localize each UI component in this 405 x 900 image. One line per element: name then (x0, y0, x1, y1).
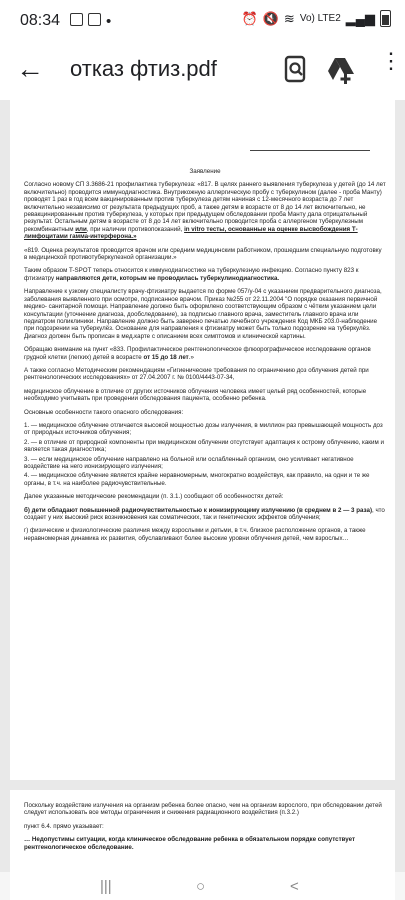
add-to-drive-icon[interactable] (326, 54, 356, 84)
doc-paragraph-1: Согласно новому СП 3.3686-21 профилактика туберкулеза: «817. В целях раннего выявления туберкулеза у детей (до 14 лет включительно) проводится иммунодиагностика. Внутрикожную аллергическую пробу с туберкулином (далее - проба Манту) проводят 1 раз в год всем вакцинированным против туберкулеза детям начиная с 12-месячного возраста до 7 лет включительно независимо от результата предыдущих проб, а также детям в возрасте от 8 до 14 лет включительно, не ревакцинированным против туберкулеза, у которых при предыдущем обследовании проба Манту дала отрицательный результат. Остальным детям в возрасте от 8 до 14 лет включительно проводится проба с аллергеном туберкулезным рекомбинантным или, при наличии противопоказаний, in vitro тесты, основанные на оценке высвобождения Т-лимфоцитами гамма-интерферона.» (24, 181, 386, 241)
status-bar (0, 0, 405, 42)
status-time: 08:34 (20, 12, 61, 29)
doc-heading: Заявление (189, 168, 221, 175)
app-toolbar (0, 42, 405, 98)
doc-paragraph-11: г) физические и физиологические различия между взрослыми и детьми, в т.ч. близкое расположение органов, а также неравномерная динамика их развития, обуславливают более высокие уровни облучения детей, чем взрослых… (24, 527, 366, 542)
document-title: отказ фтиз.pdf (70, 56, 217, 81)
pdf-page-1 (10, 100, 395, 780)
doc-paragraph-2: «819. Оценка результатов проводится врачом или средним медицинским работником, прошедшим специальную подготовку в медицинской противотуберкулезной организации.» (24, 246, 382, 262)
doc-paragraph-6: А также согласно Методическим рекомендациям «Гигиенические требования по ограничению доз облучения детей при рентгенологических исследованиях» от 27.04.2007 г. № 0100/4443-07-34, (24, 366, 369, 382)
mute-icon: 🔇 (262, 10, 279, 26)
document-body (24, 168, 386, 548)
pdf-viewer[interactable] (0, 100, 405, 900)
doc-paragraph-3: Таким образом T-SPOT теперь относится к иммунодиагностике на туберкулезную инфекцию. Согласно пункту 823 к фтизиатру направляются дети, которым не проводилась туберкулинодиагностика. (24, 267, 359, 282)
doc-paragraph-4: Направление к узкому специалисту врачу-фтизиатру выдается по форме 057/у-04 с указанием предварительного диагноза, заболевания выявленного при осмотре, подписанное врачом. Приказ №255 от 22.11.2004 "О порядке оказания первичной медико- санитарной помощи. Направление должно быть оформлено соответствующим образом с чётким указанием цели консультации (уточнение диагноза, дообследование), за подписью главного врача, заместитель главного врача или педиатром поликлиники. Направление должно быть заверено печатью лечебного учреждения Код МКБ z03.0-наблюдение при подозрении на туберкулёз. Основание для направления к фтизиатру может быть только подозрение на туберкулёз. Диагноз должен быть прописан в мед.карте с описанием всех симптомов и клинической картины. (24, 288, 382, 340)
notification-icons (70, 13, 111, 30)
list-item: 4. — медицинское облучение является крайне неравномерным, многократно воздействуя, как правило, на одни и те же органы, в т.ч. на наиболее радиочувствительные. (24, 472, 370, 487)
search-in-file-icon[interactable] (281, 54, 311, 84)
alarm-icon: ⏰ (241, 10, 258, 26)
document-body-page-2 (24, 802, 386, 857)
doc-paragraph-5: Обращаю внимание на пункт «833. Профилактическое рентгенологическое флюорографическое исследование органов грудной клетки (легких) детей в возрасте от 15 до 18 лет.» (24, 346, 371, 361)
recent-apps-icon[interactable]: ||| (100, 878, 112, 895)
doc-paragraph-13: пункт 6.4. прямо указывает: (24, 822, 104, 830)
network-label: Vo) LTE2 (299, 13, 341, 24)
doc-paragraph-9: Далее указанные методические рекомендации (п. 3.1.) сообщают об особенностях детей: (24, 493, 284, 501)
home-icon[interactable]: ○ (196, 878, 206, 895)
system-nav-bar (0, 872, 405, 900)
doc-paragraph-7: медицинское облучение в отличие от других источников облучения человека имеет целый ряд особенностей, которые необходимо учитывать при проведении обследования пациента, особенно ребенка. (24, 387, 367, 403)
back-nav-icon[interactable]: < (290, 878, 299, 895)
doc-paragraph-10: б) дети обладают повышенной радиочувствительностью к ионизирующему излучению (в среднем в 2 — 3 раза), что создает у них высокий риск возникновения как соматических, так и генетических эффектов облучения; (24, 506, 385, 522)
signature-line (250, 150, 370, 151)
list-item: 1. — медицинское облучение отличается высокой мощностью дозы излучения, в миллион раз превышающей мощность доз от природных источников облучения; (24, 421, 383, 437)
list-item: 3. — если медицинское облучение направлено на больной или ослабленный организм, оно усиливает негативное воздействие на него ионизирующего излучения; (24, 455, 354, 470)
doc-paragraph-8: Основные особенности такого опасного обследования: (24, 408, 184, 416)
notification-icon (70, 13, 83, 26)
signal-icon: ▂▄▆ (345, 10, 375, 26)
wifi-icon: ≋ (283, 10, 295, 26)
doc-paragraph-14: … Недопустимы ситуации, когда клиническое обследование ребенка в обязательном порядке сопутствует рентгенологическое обследование. (24, 836, 356, 851)
more-notifications-icon: • (106, 13, 112, 30)
back-arrow-icon[interactable]: ← (16, 53, 44, 84)
gallery-icon (88, 13, 101, 26)
list-item: 2. — в отличие от природной компоненты при медицинском облучении отсутствует адаптация к острому облучению, каким и является такая диагностика; (24, 438, 384, 454)
status-right (242, 10, 391, 27)
battery-icon (380, 10, 391, 27)
more-options-icon[interactable]: ⋮ (380, 48, 402, 73)
doc-paragraph-12: Поскольку воздействие излучения на организм ребенка более опасно, чем на организм взрослого, при обследовании детей следует использовать все методы ограничения и снижения радиационного воздействия (п.3.2.) (24, 802, 382, 817)
battery-fill (382, 15, 389, 25)
